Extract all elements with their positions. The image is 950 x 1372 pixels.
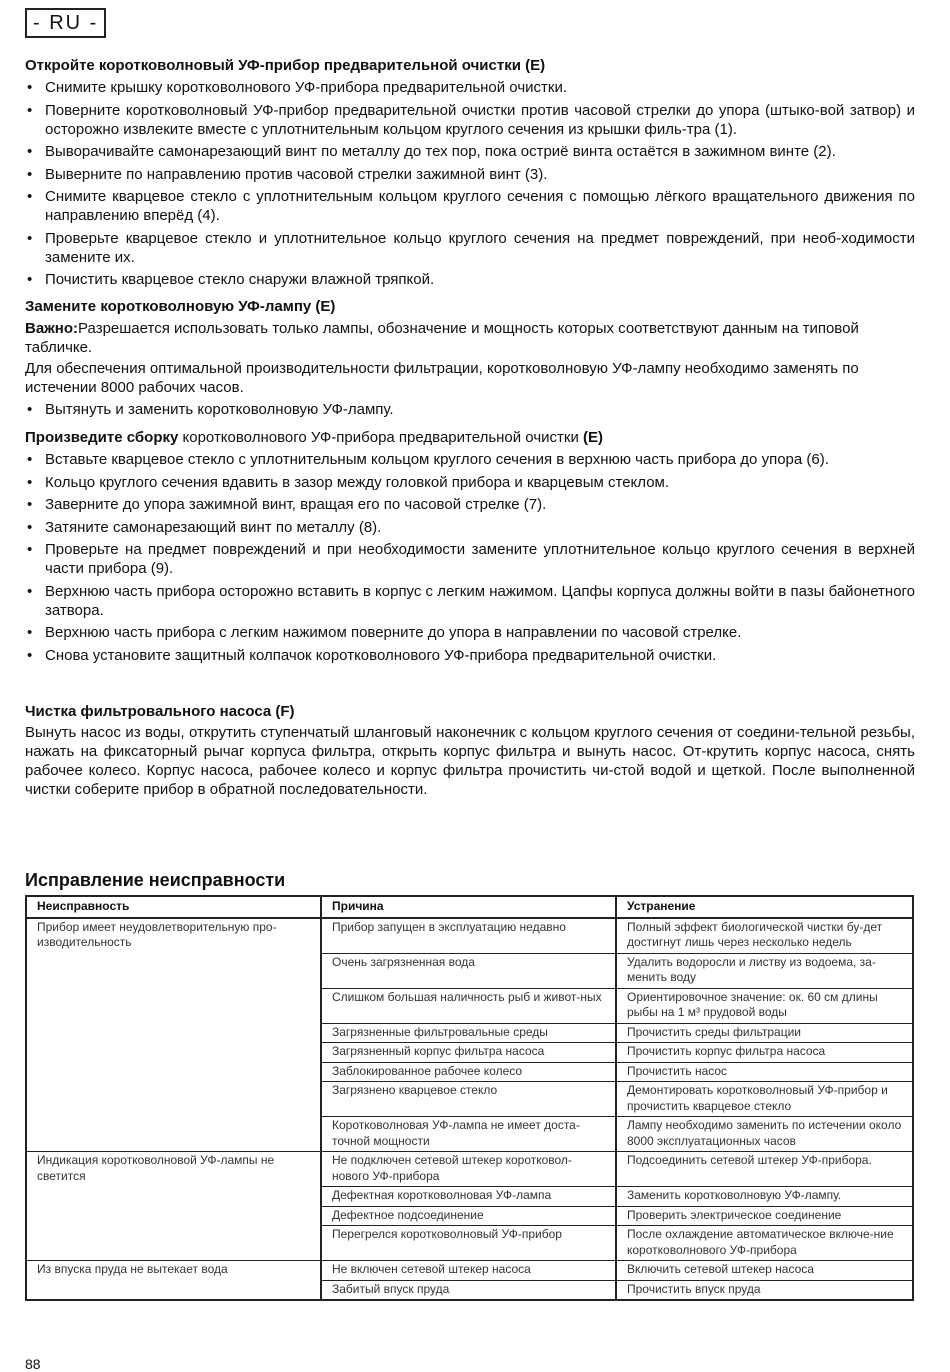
remedy-cell: Ориентировочное значение: ок. 60 см длины рыбы на 1 м³ прудовой воды bbox=[616, 988, 913, 1023]
important-label: Важно: bbox=[25, 319, 79, 337]
list-item: • Выверните по направлению против часовой стрелки зажимной винт (3). bbox=[25, 165, 915, 184]
remedy-cell: Демонтировать коротковолновый УФ-прибор и прочистить кварцевое стекло bbox=[616, 1082, 913, 1117]
remedy-cell: Полный эффект биологической чистки бу-дет достигнут лишь через несколько недель bbox=[616, 918, 913, 954]
remedy-cell: Заменить коротковолновую УФ-лампу. bbox=[616, 1187, 913, 1207]
section-assemble-list bbox=[25, 450, 915, 665]
list-item: • Снимите кварцевое стекло с уплотнительным кольцом круглого сечения с помощью лёгкого вращательного движения по направлению вперёд (4). bbox=[25, 187, 915, 225]
cause-cell: Загрязненный корпус фильтра насоса bbox=[321, 1043, 616, 1063]
remedy-cell: Удалить водоросли и листву из водоема, за-менить воду bbox=[616, 953, 913, 988]
remedy-cell: Прочистить корпус фильтра насоса bbox=[616, 1043, 913, 1063]
list-item: • Заверните до упора зажимной винт, вращая его по часовой стрелке (7). bbox=[25, 495, 915, 514]
section-assemble-title bbox=[25, 428, 915, 447]
remedy-cell: После охлаждение автоматическое включе-ние коротковолнового УФ-прибора bbox=[616, 1226, 913, 1261]
remedy-cell: Подсоединить сетевой штекер УФ-прибора. bbox=[616, 1152, 913, 1187]
list-item: • Верхнюю часть прибора с легким нажимом поверните до упора в направлении по часовой стрелке. bbox=[25, 623, 915, 642]
remedy-cell: Прочистить среды фильтрации bbox=[616, 1023, 913, 1043]
important-note bbox=[25, 319, 915, 357]
cause-cell: Не включен сетевой штекер насоса bbox=[321, 1261, 616, 1281]
list-item: • Кольцо круглого сечения вдавить в зазор между головкой прибора и кварцевым стеклом. bbox=[25, 473, 915, 492]
page-number: 88 bbox=[25, 1356, 41, 1372]
page-content bbox=[25, 8, 915, 799]
list-item: • Выворачивайте самонарезающий винт по металлу до тех пор, пока остриё винта остаётся в зажимном винте (2). bbox=[25, 142, 915, 161]
troubleshooting-title: Исправление неисправности bbox=[25, 870, 286, 890]
fault-cell: Индикация коротковолновой УФ-лампы не светится bbox=[26, 1152, 321, 1261]
cause-cell: Заблокированное рабочее колесо bbox=[321, 1062, 616, 1082]
cause-cell: Не подключен сетевой штекер коротковол-нового УФ-прибора bbox=[321, 1152, 616, 1187]
cause-cell: Забитый впуск пруда bbox=[321, 1280, 616, 1300]
list-item: • Поверните коротковолновый УФ-прибор предварительной очистки против часовой стрелки до упора (штыко-вой затвор) и осторожно извлеките вместе с уплотнительным кольцом круглого сечения из крышки филь-тра (1). bbox=[25, 101, 915, 139]
cause-cell: Загрязненные фильтровальные среды bbox=[321, 1023, 616, 1043]
pump-paragraph: Вынуть насос из воды, открутить ступенчатый шланговый наконечник с кольцом круглого сечения от соедини-тельной резьбы, нажать на фиксаторный рычаг корпуса фильтра, открыть корпус фильтра и вынуть насос. От-крутить корпус насоса, снять рабочее колесо. Корпус насоса, рабочее колесо и корпус фильтра прочистить чи-стой водой и щеткой. После выполненной чистки соберите прибор в обратной последовательности. bbox=[25, 724, 915, 798]
section-replace-title: Замените коротковолновую УФ-лампу (E) bbox=[25, 297, 336, 315]
list-item: • Проверьте на предмет повреждений и при необходимости замените уплотнительное кольцо круглого сечения в верхней части прибора (9). bbox=[25, 540, 915, 578]
table-header-row bbox=[26, 896, 913, 918]
cause-cell: Очень загрязненная вода bbox=[321, 953, 616, 988]
remedy-cell: Включить сетевой штекер насоса bbox=[616, 1261, 913, 1281]
list-item: • Снова установите защитный колпачок коротковолнового УФ-прибора предварительной очистки. bbox=[25, 646, 915, 665]
list-item: • Почистить кварцевое стекло снаружи влажной тряпкой. bbox=[25, 270, 915, 289]
remedy-cell: Прочистить насос bbox=[616, 1062, 913, 1082]
section-pump-title: Чистка фильтровального насоса (F) bbox=[25, 703, 295, 720]
cause-cell: Загрязнено кварцевое стекло bbox=[321, 1082, 616, 1117]
cause-cell: Слишком большая наличность рыб и живот-ных bbox=[321, 988, 616, 1023]
section-open-list bbox=[25, 78, 915, 289]
list-item: • Проверьте кварцевое стекло и уплотнительное кольцо круглого сечения на предмет повреждений, при необ-ходимости замените их. bbox=[25, 229, 915, 267]
troubleshooting-table bbox=[25, 895, 914, 1301]
remedy-cell: Проверить электрическое соединение bbox=[616, 1206, 913, 1226]
remedy-cell: Прочистить впуск пруда bbox=[616, 1280, 913, 1300]
section-replace-list bbox=[25, 400, 915, 419]
fault-cell: Прибор имеет неудовлетворительную про-изводительность bbox=[26, 918, 321, 1152]
header-remedy: Устранение bbox=[616, 896, 913, 918]
cause-cell: Прибор запущен в эксплуатацию недавно bbox=[321, 918, 616, 954]
cause-cell: Дефектная коротковолновая УФ-лампа bbox=[321, 1187, 616, 1207]
important-text: Разрешается использовать только лампы, обозначение и мощность которых соответствуют данным на типовой табличке. bbox=[25, 319, 859, 356]
table-row bbox=[26, 1261, 913, 1281]
section-open-title: Откройте коротковолновый УФ-прибор предварительной очистки (E) bbox=[25, 57, 546, 74]
remedy-cell: Лампу необходимо заменить по истечении около 8000 эксплуатационных часов bbox=[616, 1117, 913, 1152]
header-cause: Причина bbox=[321, 896, 616, 918]
replace-paragraph: Для обеспечения оптимальной производительности фильтрации, коротковолновую УФ-лампу необходимо заменять по истечении 8000 рабочих часов. bbox=[25, 359, 859, 396]
list-item: • Верхнюю часть прибора осторожно вставить в корпус с легким нажимом. Цапфы корпуса должны войти в пазы байонетного затвора. bbox=[25, 582, 915, 620]
list-item: • Затяните самонарезающий винт по металлу (8). bbox=[25, 518, 915, 537]
cause-cell: Коротковолновая УФ-лампа не имеет доста-точной мощности bbox=[321, 1117, 616, 1152]
assemble-title-code: (E) bbox=[583, 429, 603, 446]
list-item: • Вставьте кварцевое стекло с уплотнительным кольцом круглого сечения в верхнюю часть прибора до упора (6). bbox=[25, 450, 915, 469]
table-row bbox=[26, 1152, 913, 1187]
cause-cell: Дефектное подсоединение bbox=[321, 1206, 616, 1226]
fault-cell: Из впуска пруда не вытекает вода bbox=[26, 1261, 321, 1301]
list-item: • Вытянуть и заменить коротковолновую УФ-лампу. bbox=[25, 400, 915, 419]
list-item: • Снимите крышку коротковолнового УФ-прибора предварительной очистки. bbox=[25, 78, 915, 97]
header-fault: Неисправность bbox=[26, 896, 321, 918]
cause-cell: Перегрелся коротковолновый УФ-прибор bbox=[321, 1226, 616, 1261]
language-tag: - RU - bbox=[25, 8, 106, 38]
assemble-title-normal: коротковолнового УФ-прибора предварительной очистки bbox=[178, 429, 583, 446]
assemble-title-bold: Произведите сборку bbox=[25, 429, 179, 446]
table-row bbox=[26, 918, 913, 954]
